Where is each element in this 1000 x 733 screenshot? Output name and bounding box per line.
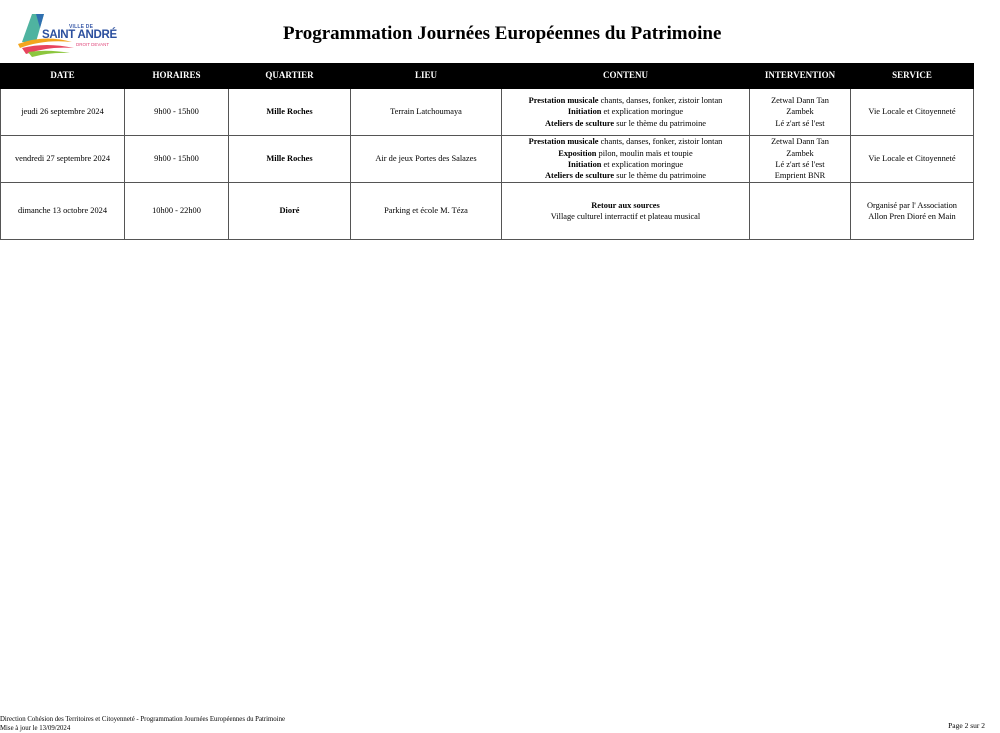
intervention-line: Zambek [786,107,814,117]
service-line: Organisé par l' Association [867,200,957,210]
date-cell: dimanche 13 octobre 2024 [1,183,125,240]
service-cell [851,89,974,136]
footer-updated: Mise à jour le 13/09/2024 [0,725,71,732]
contenu-line: Village culturel interractif et plateau musical [550,212,701,221]
contenu-line: Retour aux sources [591,200,660,210]
horaires-cell: 10h00 - 22h00 [125,183,229,240]
footer-info [0,715,285,733]
header-lieu: LIEU [351,64,502,89]
quartier-cell: Mille Roches [229,136,351,183]
contenu-line: Initiation et explication moringue [567,160,684,169]
table-header-row [1,64,974,89]
intervention-line: Zetwal Dann Tan [771,137,829,147]
contenu-line: Prestation musicale chants, danses, fonker, zistoir lontan [528,95,723,105]
header-quartier: QUARTIER [229,64,351,89]
service-cell [851,136,974,183]
logo-ville-text: VILLE DE [69,24,94,30]
contenu-cell [502,89,750,136]
logo-name-text: SAINT ANDRÉ [42,29,117,41]
document-title: Programmation Journées Européennes du Patrimoine [283,23,722,44]
quartier-cell: Mille Roches [229,89,351,136]
horaires-cell: 9h00 - 15h00 [125,89,229,136]
lieu-cell: Parking et école M. Téza [351,183,502,240]
saint-andre-logo [14,12,124,58]
table-row [1,89,974,136]
header-date: DATE [1,64,125,89]
contenu-cell [502,183,750,240]
service-line: Allon Pren Dioré en Main [868,212,956,221]
table-row [1,183,974,240]
intervention-line: Lé z'art sé l'est [775,118,825,128]
header-horaires: HORAIRES [125,64,229,89]
intervention-line: Zambek [786,148,814,158]
footer-department: Direction Cohésion des Territoires et Citoyenneté - Programmation Journées Européennes du Patrimoine [0,716,285,723]
date-cell: vendredi 27 septembre 2024 [1,136,125,183]
intervention-cell [750,136,851,183]
page-number: Page 2 sur 2 [948,721,985,730]
quartier-cell: Dioré [229,183,351,240]
header-intervention: INTERVENTION [750,64,851,89]
date-cell: jeudi 26 septembre 2024 [1,89,125,136]
contenu-line: Ateliers de sculture sur le thème du patrimoine [544,118,707,128]
contenu-line: Prestation musicale chants, danses, fonker, zistoir lontan [528,137,723,147]
header-service: SERVICE [851,64,974,89]
lieu-cell: Air de jeux Portes des Salazes [351,136,502,183]
intervention-line: Lé z'art sé l'est [775,160,825,169]
service-cell [851,183,974,240]
service-line: Vie Locale et Citoyenneté [868,154,956,164]
contenu-cell [502,136,750,183]
logo-tagline: DROIT DEVANT [76,42,110,47]
program-table [0,63,974,240]
lieu-cell: Terrain Latchoumaya [351,89,502,136]
intervention-line: Zetwal Dann Tan [771,95,829,105]
contenu-line: Exposition pilon, moulin maïs et toupie [558,148,693,158]
intervention-cell [750,183,851,240]
horaires-cell: 9h00 - 15h00 [125,136,229,183]
intervention-line: Emprient BNR [774,171,826,181]
contenu-line: Initiation et explication moringue [567,107,684,117]
contenu-line: Ateliers de sculture sur le thème du patrimoine [544,171,707,181]
table-row [1,136,974,183]
header-contenu: CONTENU [502,64,750,89]
service-line: Vie Locale et Citoyenneté [868,107,956,117]
intervention-cell [750,89,851,136]
